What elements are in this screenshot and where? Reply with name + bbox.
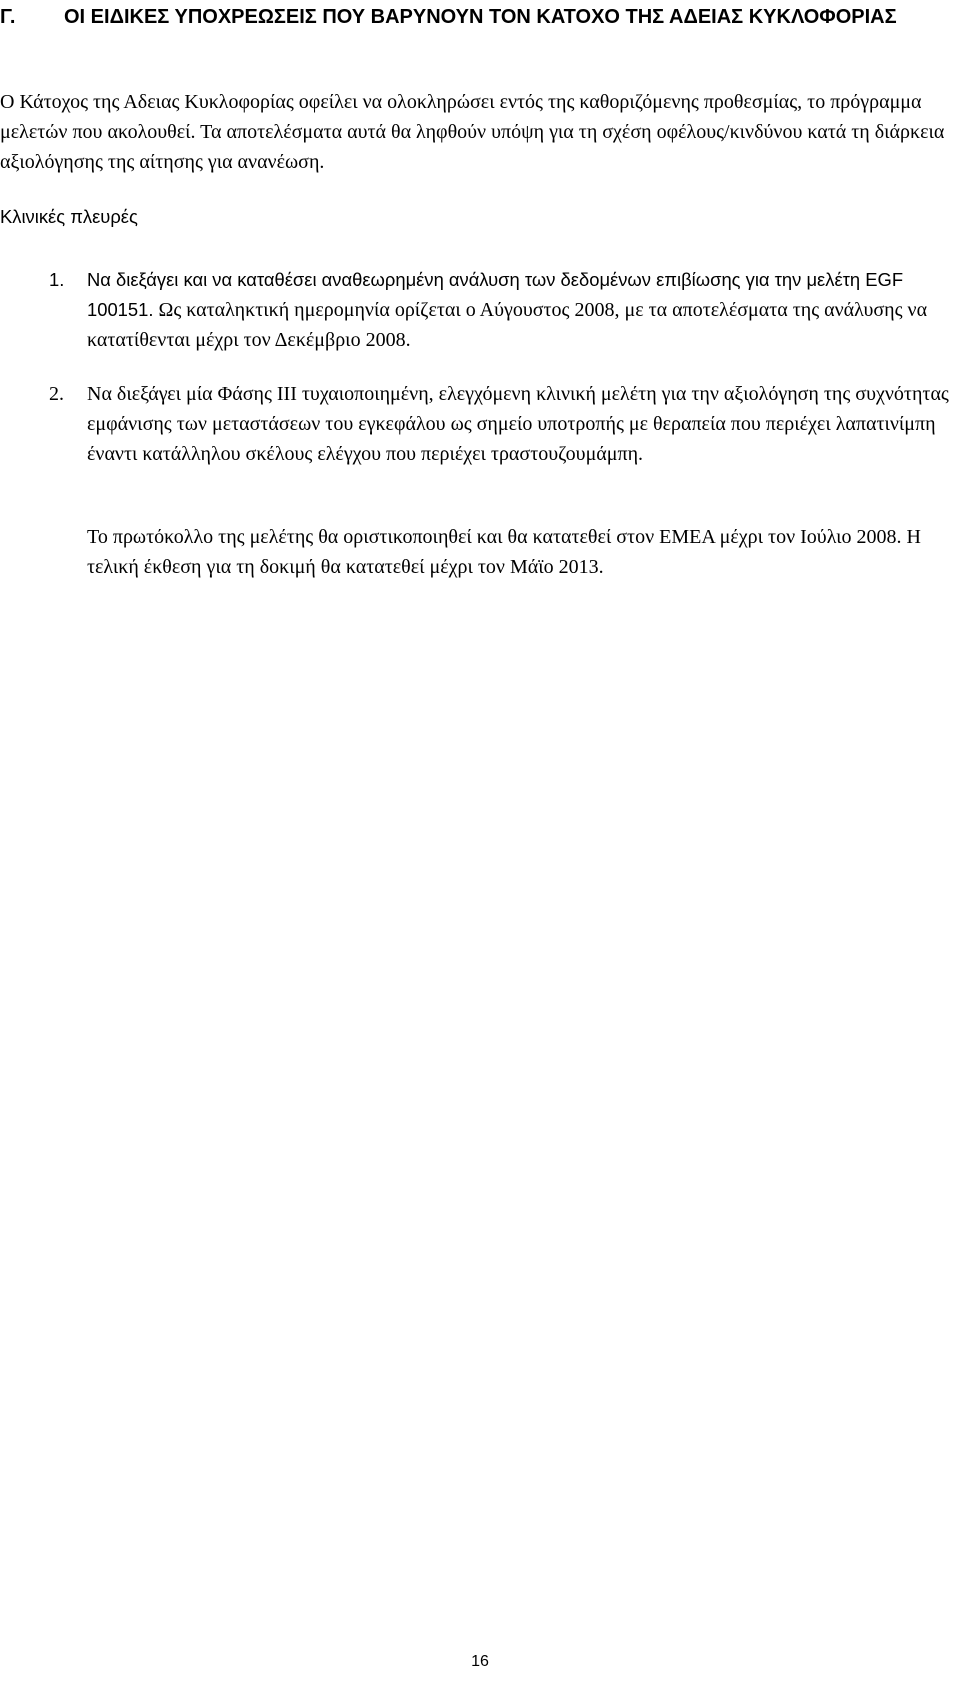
list-item-number: 2. (49, 383, 64, 405)
section-letter: Γ. (0, 6, 16, 28)
intro-paragraph: Ο Κάτοχος της Αδειας Κυκλοφορίας οφείλει να ολοκληρώσει εντός της καθοριζόμενης προθεσμίας, το πρόγραμμα μελετών που ακολουθεί. Τα αποτελέσματα αυτά θα ληφθούν υπόψη για τη σχέση οφέλους/κινδύνου κατά τη διάρκεια αξιολόγησης της αίτησης για ανανέωση. (0, 91, 945, 173)
list-item-2-continuation: Το πρωτόκολλο της μελέτης θα οριστικοποιηθεί και θα κατατεθεί στον ΕΜΕΑ μέχρι τον Ιούλιο 2008. Η τελική έκθεση για τη δοκιμή θα κατατεθεί μέχρι τον Μάϊο 2013. (87, 526, 921, 578)
page-number: 16 (471, 1653, 489, 1670)
list-item-text: Να διεξάγει μία Φάσης ΙΙΙ τυχαιοποιημένη, ελεγχόμενη κλινική μελέτη για την αξιολόγηση της συχνότητας εμφάνισης των μεταστάσεων του εγκεφάλου ως σημείο υποτροπής με θεραπεία που περιέχει λαπατινίμπη έναντι κατάλληλου σκέλους ελέγχου που περιέχει τραστουζουμάμπη. (87, 383, 949, 465)
list-item-text (87, 265, 952, 355)
list-item-text-part2: Ως καταληκτική ημερομηνία ορίζεται ο Αύγουστος 2008, με τα αποτελέσματα της ανάλυσης να κατατίθενται μέχρι τον Δεκέμβριο 2008. (87, 299, 928, 351)
subheading-clinical-aspects: Κλινικές πλευρές (0, 206, 138, 227)
list-item-number: 1. (49, 269, 65, 290)
list-item-text-part1: Να διεξάγει και να καταθέσει αναθεωρημένη ανάλυση των δεδομένων επιβίωσης για την μελέτη EGF 100151. (87, 269, 904, 320)
section-title: ΟΙ ΕΙΔΙΚΕΣ ΥΠΟΧΡΕΩΣΕΙΣ ΠΟΥ ΒΑΡΥΝΟΥΝ ΤΟΝ ΚΑΤΟΧΟ ΤΗΣ ΑΔΕΙΑΣ ΚΥΚΛΟΦΟΡΙΑΣ (64, 6, 897, 28)
